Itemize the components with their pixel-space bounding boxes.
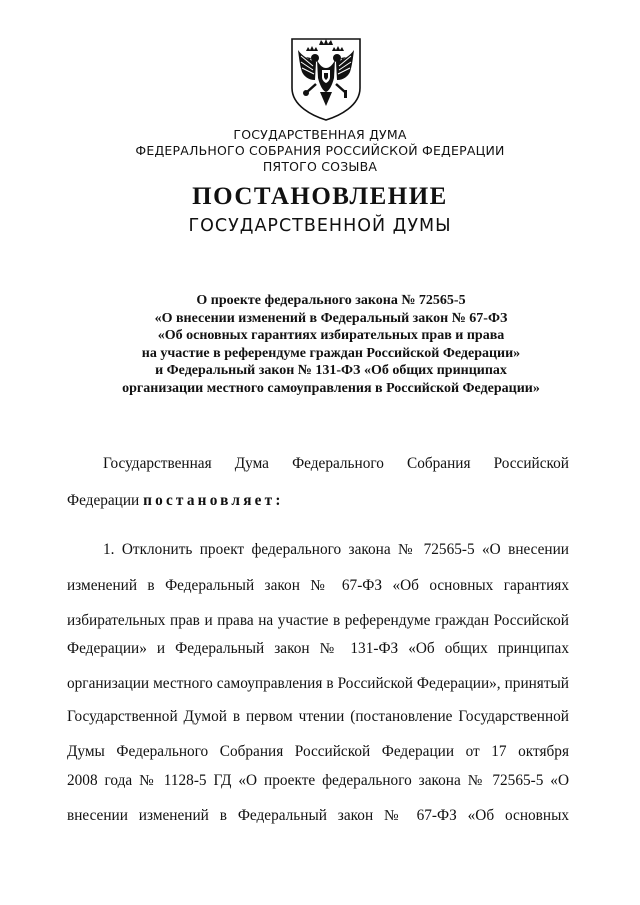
subject-line: организации местного самоуправления в Российской Федерации» bbox=[122, 380, 540, 396]
body-line: Думы Федерального Собрания Российской Федерации от 17 октября bbox=[67, 743, 569, 760]
subject-line: на участие в референдуме граждан Российской Федерации» bbox=[141, 345, 521, 361]
body-line: организации местного самоуправления в Российской Федерации», принятый bbox=[67, 675, 569, 692]
body-line: 2008 года № 1128-5 ГД «О проекте федерального закона № 72565-5 «О bbox=[67, 772, 569, 789]
subject-line: и Федеральный закон № 131-ФЗ «Об общих принципах bbox=[155, 363, 507, 379]
intro-text: Федерации bbox=[67, 492, 140, 509]
subject-line: «О внесении изменений в Федеральный закон № 67-ФЗ bbox=[154, 310, 508, 326]
subject-line: «Об основных гарантиях избирательных прав и права bbox=[157, 328, 505, 344]
coat-of-arms-emblem bbox=[289, 36, 363, 122]
intro-line bbox=[67, 492, 569, 510]
header-line-2: ФЕДЕРАЛЬНОГО СОБРАНИЯ РОССИЙСКОЙ ФЕДЕРАЦИИ bbox=[135, 143, 505, 158]
intro-line: Государственная Дума Федерального Собрания Российской bbox=[103, 455, 569, 472]
body-line: Государственной Думой в первом чтении (постановление Государственной bbox=[67, 708, 569, 725]
decree-verb: постановляет: bbox=[143, 492, 284, 509]
body-line: избирательных прав и права на участие в референдуме граждан Российской bbox=[67, 612, 569, 629]
body-line: изменений в Федеральный закон № 67-ФЗ «Об основных гарантиях bbox=[67, 577, 569, 594]
subject-line: О проекте федерального закона № 72565-5 bbox=[196, 293, 466, 308]
subject-block bbox=[90, 292, 572, 398]
body-line: внесении изменений в Федеральный закон № 67-ФЗ «Об основных bbox=[67, 807, 569, 824]
header-line-1: ГОСУДАРСТВЕННАЯ ДУМА bbox=[233, 127, 407, 142]
document-subtitle: ГОСУДАРСТВЕННОЙ ДУМЫ bbox=[188, 216, 452, 236]
body-line: 1. Отклонить проект федерального закона № 72565-5 «О внесении bbox=[103, 541, 569, 558]
body-line: Федерации» и Федеральный закон № 131-ФЗ «Об общих принципах bbox=[67, 640, 569, 657]
issuer-header bbox=[0, 127, 640, 175]
russian-coat-of-arms-icon bbox=[289, 36, 363, 122]
document-title: ПОСТАНОВЛЕНИЕ bbox=[192, 183, 448, 210]
header-line-3: ПЯТОГО СОЗЫВА bbox=[262, 159, 378, 174]
